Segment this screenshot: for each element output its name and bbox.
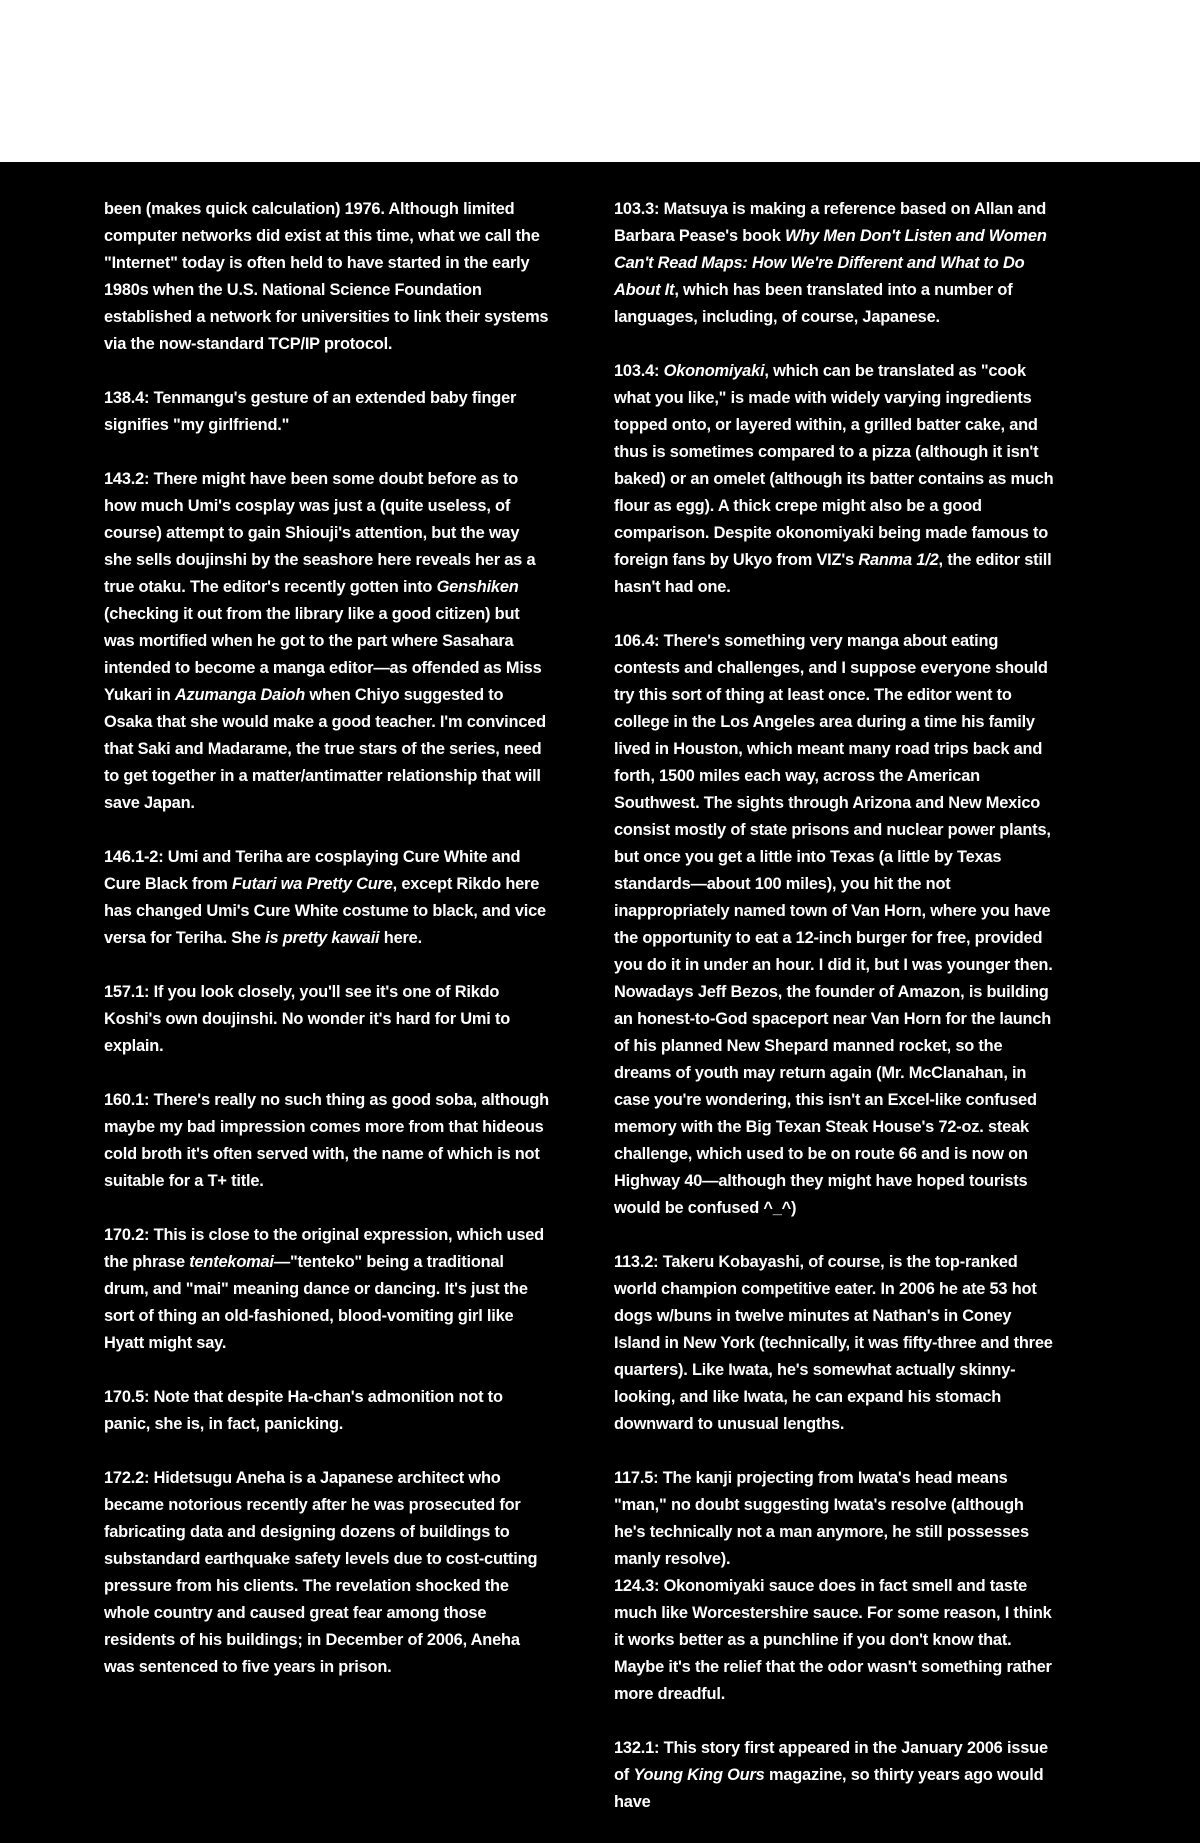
note-text: 170.5: Note that despite Ha-chan's admonition not to panic, she is, in fact, panicking. [104, 1388, 503, 1433]
note-text: been (makes quick calculation) 1976. Although limited computer networks did exist at this time, what we call the "Internet" today is often held to have started in the early 1980s when the U.S. National Science Foundation established a network for universities to link their systems via the now-standard TCP/IP protocol. [104, 200, 549, 353]
note-text: 138.4: Tenmangu's gesture of an extended baby finger signifies "my girlfriend." [104, 389, 517, 434]
left-notes-column [104, 196, 549, 1708]
note-text: (checking it out from the library like a good citizen) but was mortified when he got to the part where Sasahara intended to become a manga editor—as offended as Miss Yukari in [104, 605, 542, 704]
note-text: 160.1: There's really no such thing as good soba, although maybe my bad impression comes more from that hideous cold broth it's often served with, the name of which is not suitable for a T+ title. [104, 1091, 549, 1190]
note-text: 146.1-2: Umi and Teriha are cosplaying Cure White and Cure Black from [104, 848, 521, 893]
note-124-3 [614, 1573, 1059, 1708]
note-text: 106.4: There's something very manga about eating contests and challenges, and I suppose everyone should try this sort of thing at least once. The editor went to college in the Los Angeles area during a time his family lived in Houston, which meant many road trips back and forth, 1500 miles each way, across the American Southwest. The sights through Arizona and New Mexico consist mostly of state prisons and nuclear power plants, but once you get a little into Texas (a little by Texas standards—about 100 miles), you hit the not inappropriately named town of Van Horn, where you have the opportunity to eat a 12-inch burger for free, provided you do it in under an hour. I did it, but I was younger then. Nowadays Jeff Bezos, the founder of Amazon, is building an honest-to-God spaceport near Van Horn for the launch of his planned New Shepard manned rocket, so the dreams of youth may return again (Mr. McClanahan, in case you're wondering, this isn't an Excel-like confused memory with the Big Texan Steak House's 72-oz. steak challenge, which used to be on route 66 and is now on Highway 40—although they might have hoped tourists would be confused ^_^) [614, 632, 1053, 1217]
note-113-2 [614, 1249, 1059, 1438]
note-text: , which can be translated as "cook what you like," is made with widely varying ingredients topped onto, or layered within, a grilled batter cake, and thus is sometimes compared to a pizza (although it isn't baked) or an omelet (although its batter contains as much flour as egg). A thick crepe might also be a good comparison. Despite okonomiyaki being made famous to foreign fans by Ukyo from VIZ's [614, 362, 1054, 569]
italic-title: Azumanga Daioh [174, 686, 306, 704]
note-text: 132.1: This story first appeared in the January 2006 issue of [614, 1739, 1048, 1784]
italic-title: Genshiken [436, 578, 519, 596]
note-138-4 [104, 385, 549, 439]
note-text: , except Rikdo here has changed Umi's Cure White costume to black, and vice versa for Teriha. She [104, 875, 546, 947]
note-text: 117.5: The kanji projecting from Iwata's head means "man," no doubt suggesting Iwata's resolve (although he's technically not a man anymore, he still possesses manly resolve). [614, 1469, 1029, 1568]
italic-title: Futari wa Pretty Cure [231, 875, 393, 893]
note-text: 124.3: Okonomiyaki sauce does in fact smell and taste much like Worcestershire sauce. For some reason, I think it works better as a punchline if you don't know that. Maybe it's the relief that the odor wasn't something rather more dreadful. [614, 1577, 1052, 1703]
note-text: when Chiyo suggested to Osaka that she would make a good teacher. I'm convinced that Saki and Madarame, the true stars of the series, need to get together in a matter/antimatter relationship that will save Japan. [104, 686, 546, 812]
note-143-2 [104, 466, 549, 817]
note-text: magazine, so thirty years ago would have [614, 1766, 1044, 1811]
note-text: 157.1: If you look closely, you'll see it's one of Rikdo Koshi's own doujinshi. No wonder it's hard for Umi to explain. [104, 983, 511, 1055]
italic-title: Young King Ours [633, 1766, 765, 1784]
note-117-5 [614, 1465, 1059, 1573]
italic-title: is pretty kawaii [265, 929, 380, 947]
note-157-1 [104, 979, 549, 1060]
note-text: here. [379, 929, 422, 947]
note-text: 170.2: This is close to the original expression, which used the phrase [104, 1226, 544, 1271]
note-106-4 [614, 628, 1059, 1222]
note-text: 143.2: There might have been some doubt before as to how much Umi's cosplay was just a (quite useless, of course) attempt to gain Shiouji's attention, but the way she sells doujinshi by the seashore here reveals her as a true otaku. The editor's recently gotten into [104, 470, 536, 596]
italic-title: tentekomai [189, 1253, 274, 1271]
notes-page [0, 162, 1200, 1811]
note-text: 172.2: Hidetsugu Aneha is a Japanese architect who became notorious recently after he was prosecuted for fabricating data and designing dozens of buildings to substandard earthquake safety levels due to cost-cutting pressure from his clients. The revelation shocked the whole country and caused great fear among those residents of his buildings; in December of 2006, Aneha was sentenced to five years in prison. [104, 1469, 538, 1676]
note-170-5 [104, 1384, 549, 1438]
note-172-2 [104, 1465, 549, 1681]
note-text: 103.4: [614, 362, 664, 380]
note-160-1 [104, 1087, 549, 1195]
top-white-margin [0, 0, 1200, 162]
note-103-3 [614, 196, 1059, 331]
note-text: , the editor still hasn't had one. [614, 551, 1052, 596]
note-text: 113.2: Takeru Kobayashi, of course, is the top-ranked world champion competitive eater. In 2006 he ate 53 hot dogs w/buns in twelve minutes at Nathan's in Coney Island in New York (technically, it was fifty-three and three quarters). Like Iwata, he's somewhat actually skinny-looking, and like Iwata, he can expand his stomach downward to unusual lengths. [614, 1253, 1053, 1433]
right-notes-column [614, 196, 1059, 1843]
italic-title: Why Men Don't Listen and Women Can't Read Maps: How We're Different and What to Do About It [614, 227, 1047, 299]
note-text: —"tenteko" being a traditional drum, and "mai" meaning dance or dancing. It's just the sort of thing an old-fashioned, blood-vomiting girl like Hyatt might say. [104, 1253, 528, 1352]
italic-title: Ranma 1/2 [858, 551, 939, 569]
note-170-2 [104, 1222, 549, 1357]
note-text: , which has been translated into a number of languages, including, of course, Japanese. [614, 281, 1013, 326]
note-146-1 [104, 844, 549, 952]
note-cont [104, 196, 549, 358]
italic-title: Okonomiyaki [663, 362, 765, 380]
note-132-1 [614, 1735, 1059, 1816]
note-103-4 [614, 358, 1059, 601]
note-text: 103.3: Matsuya is making a reference based on Allan and Barbara Pease's book [614, 200, 1047, 245]
